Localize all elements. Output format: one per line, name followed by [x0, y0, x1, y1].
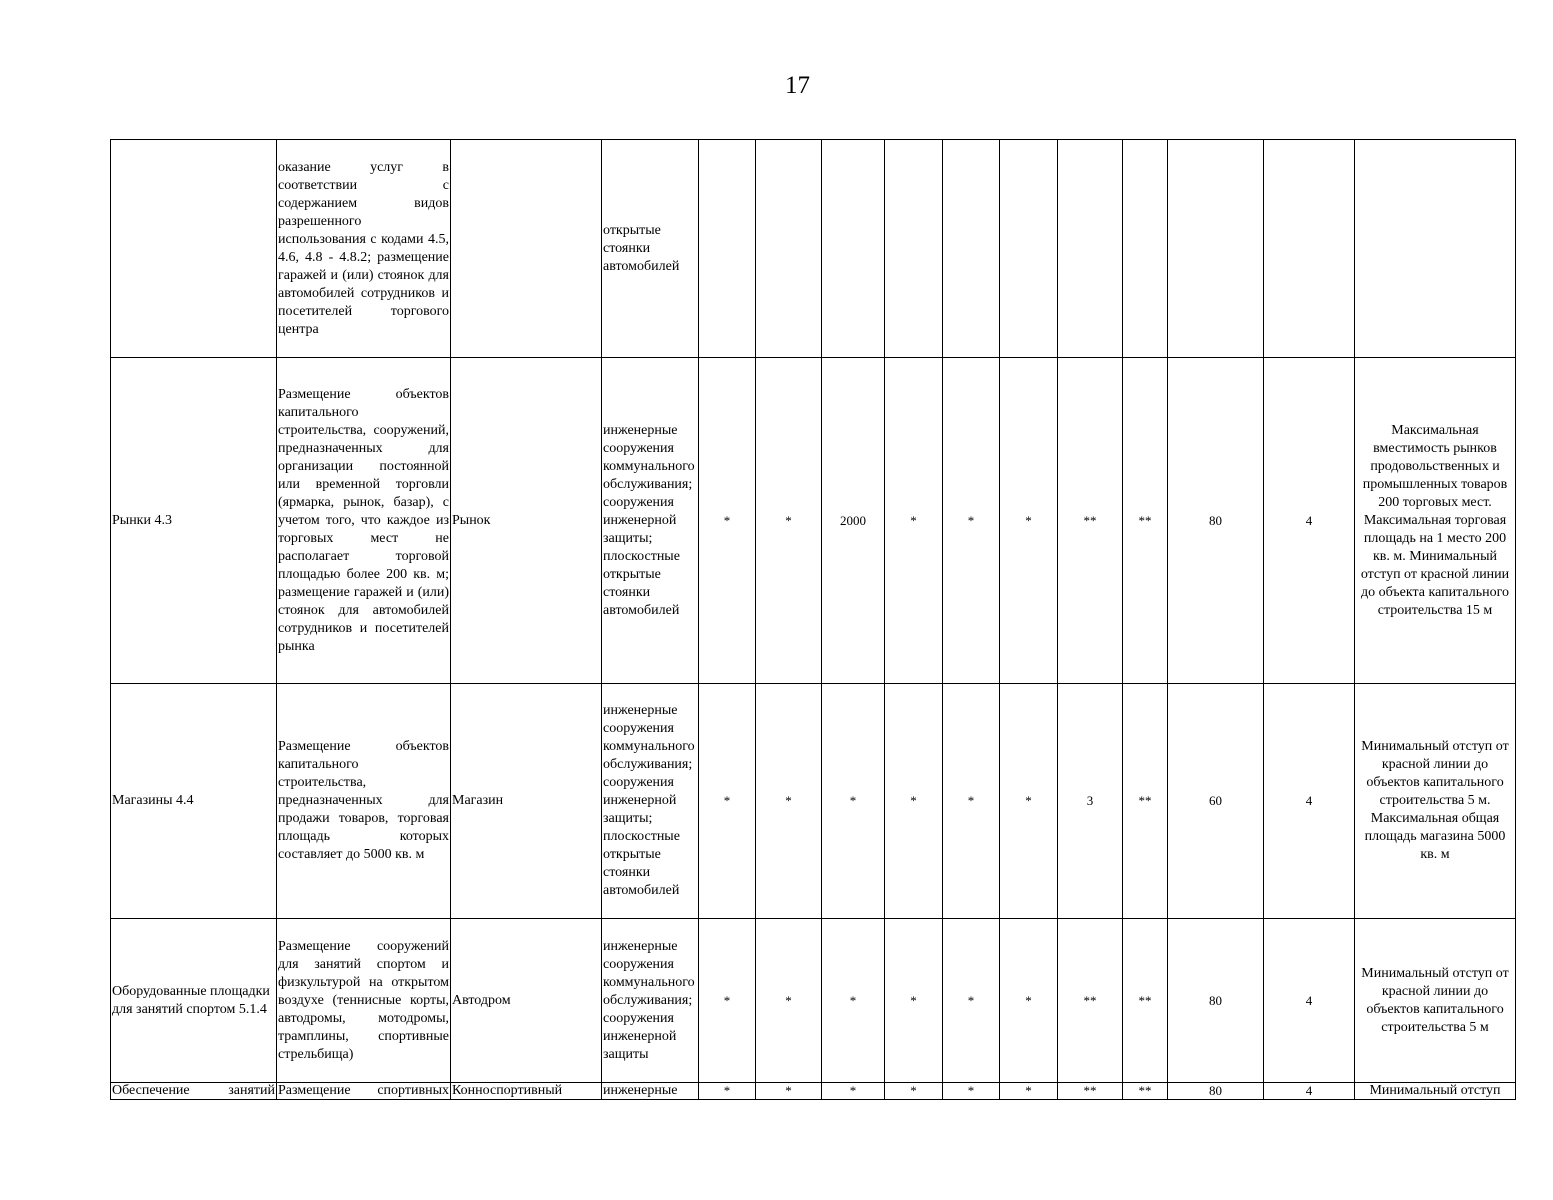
value-cell: * — [885, 1083, 943, 1100]
value-cell: * — [943, 684, 1000, 919]
table-row — [111, 140, 1516, 358]
value-cell: 60 — [1168, 684, 1264, 919]
auxiliary-use-cell: инженерные сооружения коммунального обслуживания; сооружения инженерной защиты; плоскостные открытые стоянки автомобилей — [602, 684, 699, 919]
value-cell: * — [885, 684, 943, 919]
use-type-cell: Оборудованные площадки для занятий спортом 5.1.4 — [111, 919, 277, 1083]
object-cell: Магазин — [451, 684, 602, 919]
value-cell — [1168, 140, 1264, 358]
auxiliary-use-cell: инженерные сооружения коммунального обслуживания; сооружения инженерной защиты; плоскостные открытые стоянки автомобилей — [602, 358, 699, 684]
value-cell — [1000, 140, 1058, 358]
table-row — [111, 358, 1516, 684]
value-cell: * — [943, 358, 1000, 684]
value-cell: ** — [1123, 919, 1168, 1083]
value-cell — [1058, 140, 1123, 358]
use-type-cell — [111, 140, 277, 358]
value-cell: ** — [1123, 358, 1168, 684]
table-row — [111, 919, 1516, 1083]
value-cell: 2000 — [822, 358, 885, 684]
object-cell — [451, 140, 602, 358]
value-cell: * — [756, 919, 822, 1083]
table-row — [111, 684, 1516, 919]
value-cell: * — [756, 358, 822, 684]
auxiliary-use-cell: открытые стоянки автомобилей — [602, 140, 699, 358]
value-cell: ** — [1123, 684, 1168, 919]
value-cell — [1264, 140, 1355, 358]
value-cell: * — [943, 1083, 1000, 1100]
value-cell: * — [1000, 919, 1058, 1083]
use-description-cell: оказание услуг в соответствии с содержанием видов разрешенного использования с кодами 4.5, 4.6, 4.8 - 4.8.2; размещение гаражей и (или) стоянок для автомобилей сотрудников и посетителей торгового центра — [277, 140, 451, 358]
note-cell: Минимальный отступ от красной линии до объектов капитального строительства 5 м — [1355, 919, 1516, 1083]
value-cell: 80 — [1168, 919, 1264, 1083]
use-type-cell: Магазины 4.4 — [111, 684, 277, 919]
value-cell: * — [756, 1083, 822, 1100]
value-cell: * — [699, 1083, 756, 1100]
object-cell: Конноспортивный — [451, 1083, 602, 1100]
value-cell: 3 — [1058, 684, 1123, 919]
value-cell — [822, 140, 885, 358]
value-cell — [943, 140, 1000, 358]
note-cell: Минимальный отступ — [1355, 1083, 1516, 1100]
value-cell — [1123, 140, 1168, 358]
object-cell: Рынок — [451, 358, 602, 684]
value-cell: * — [885, 358, 943, 684]
use-description-cell: Размещение спортивных — [278, 1083, 449, 1098]
value-cell — [756, 140, 822, 358]
auxiliary-use-cell: инженерные — [602, 1083, 699, 1100]
value-cell: 4 — [1264, 1083, 1355, 1100]
value-cell: ** — [1123, 1083, 1168, 1100]
value-cell: * — [699, 358, 756, 684]
object-cell: Автодром — [451, 919, 602, 1083]
auxiliary-use-cell: инженерные сооружения коммунального обслуживания; сооружения инженерной защиты — [602, 919, 699, 1083]
regulations-table — [110, 139, 1516, 1100]
value-cell: * — [943, 919, 1000, 1083]
value-cell: * — [1000, 684, 1058, 919]
value-cell: 80 — [1168, 358, 1264, 684]
note-cell — [1355, 140, 1516, 358]
value-cell — [885, 140, 943, 358]
value-cell: * — [699, 919, 756, 1083]
use-type-cell: Обеспечение занятий — [112, 1083, 275, 1098]
use-description-cell: Размещение объектов капитального строительства, предназначенных для продажи товаров, торговая площадь которых составляет до 5000 кв. м — [277, 684, 451, 919]
value-cell — [699, 140, 756, 358]
value-cell: * — [1000, 358, 1058, 684]
value-cell: 4 — [1264, 358, 1355, 684]
value-cell: * — [822, 919, 885, 1083]
value-cell: ** — [1058, 1083, 1123, 1100]
use-description-cell: Размещение сооружений для занятий спортом и физкультурой на открытом воздухе (теннисные корты, автодромы, мотодромы, трамплины, спортивные стрельбища) — [277, 919, 451, 1083]
note-cell: Минимальный отступ от красной линии до объектов капитального строительства 5 м. Максимальная общая площадь магазина 5000 кв. м — [1355, 684, 1516, 919]
value-cell: * — [1000, 1083, 1058, 1100]
value-cell: 4 — [1264, 684, 1355, 919]
value-cell: * — [822, 684, 885, 919]
table-row — [111, 1083, 1516, 1100]
note-cell: Максимальная вместимость рынков продовольственных и промышленных товаров 200 торговых мест. Максимальная торговая площадь на 1 место 200 кв. м. Минимальный отступ от красной линии до объекта капитального строительства 15 м — [1355, 358, 1516, 684]
use-description-cell: Размещение объектов капитального строительства, сооружений, предназначенных для организации постоянной или временной торговли (ярмарка, рынок, базар), с учетом того, что каждое из торговых мест не располагает торговой площадью более 200 кв. м; размещение гаражей и (или) стоянок для автомобилей сотрудников и посетителей рынка — [277, 358, 451, 684]
value-cell: * — [756, 684, 822, 919]
use-type-cell: Рынки 4.3 — [111, 358, 277, 684]
value-cell: 4 — [1264, 919, 1355, 1083]
value-cell: ** — [1058, 919, 1123, 1083]
value-cell: ** — [1058, 358, 1123, 684]
page-number: 17 — [785, 72, 810, 99]
value-cell: 80 — [1168, 1083, 1264, 1100]
value-cell: * — [885, 919, 943, 1083]
value-cell: * — [699, 684, 756, 919]
value-cell: * — [822, 1083, 885, 1100]
